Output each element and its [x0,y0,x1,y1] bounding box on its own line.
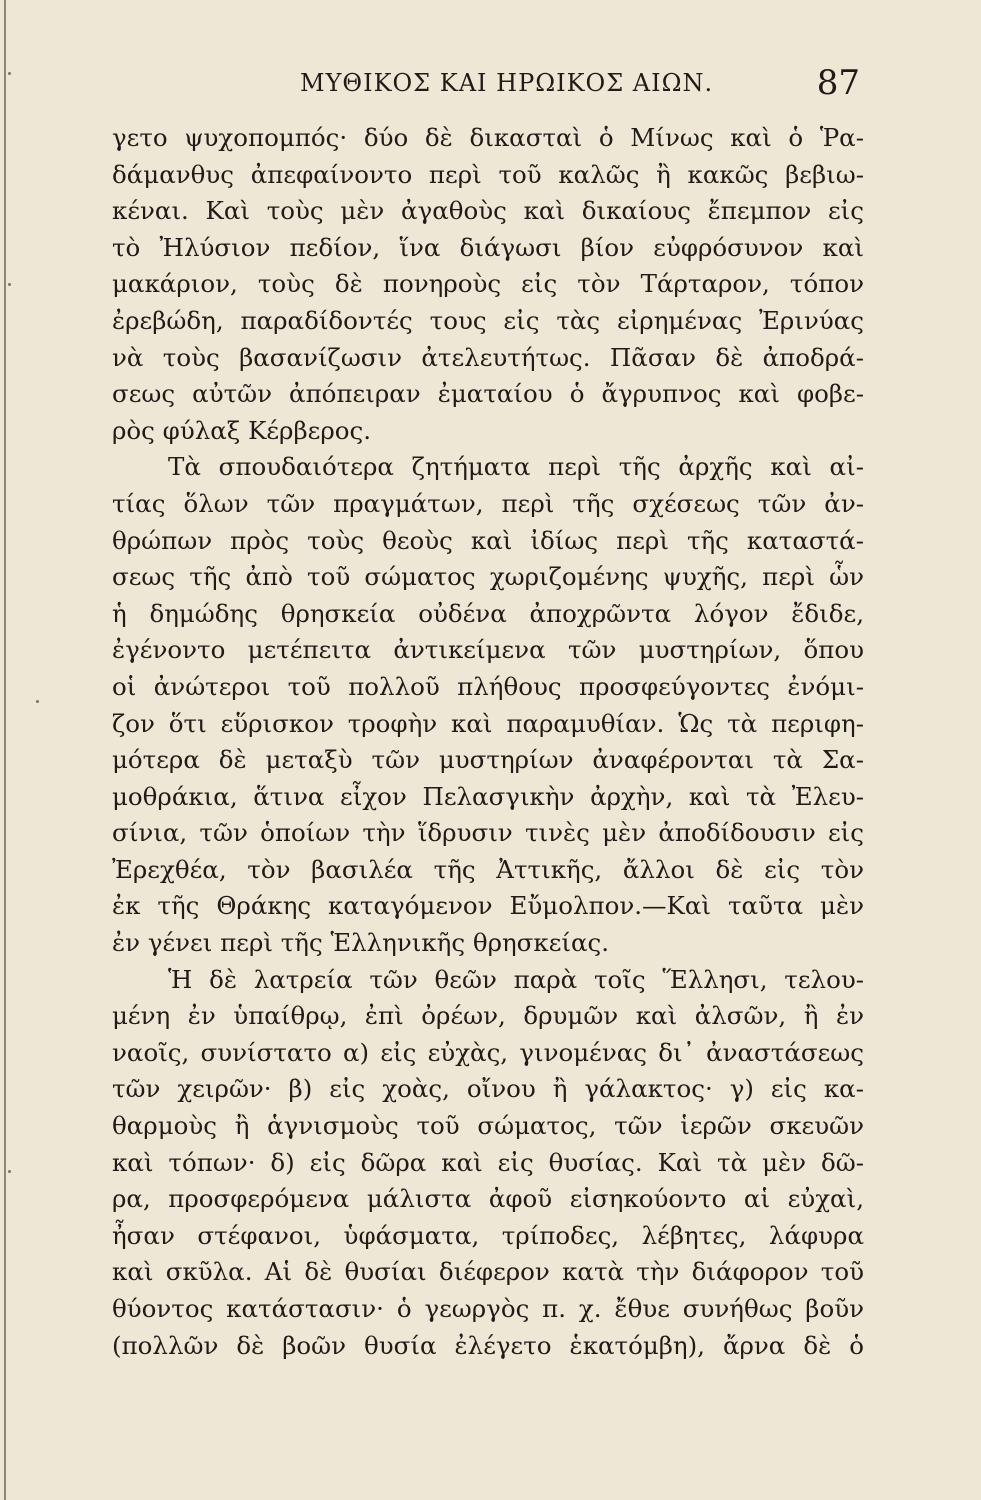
margin-speck [36,700,39,703]
text-line: θύοντος κατάστασιν· ὁ γεωργὸς π. χ. ἔθυε συνήθως βοῦν [112,1294,864,1323]
text-line: κέναι. Καὶ τοὺς μὲν ἀγαθοὺς καὶ δικαίους ἔπεμπον εἰς [112,196,864,226]
margin-speck [8,1170,11,1173]
text-line: ναοῖς, συνίστατο α) εἰς εὐχὰς, γινομένας δι᾽ ἀναστάσεως [112,1037,864,1067]
page-header [300,63,860,103]
text-line: καὶ τόπων· δ) εἰς δῶρα καὶ εἰς θυσίας. Καὶ τὰ μὲν δῶ- [112,1147,864,1177]
text-line: δάμανθυς ἀπεφαίνοντο περὶ τοῦ καλῶς ἢ κακῶς βεβιω- [112,159,864,189]
text-line: σεως τῆς ἀπὸ τοῦ σώματος χωριζομένης ψυχῆς, περὶ ὧν [112,562,864,592]
text-line: γετο ψυχοπομπός· δύο δὲ δικασταὶ ὁ Μίνως καὶ ὁ Ῥα- [112,123,864,152]
paragraph-start-line: Ἡ δὲ λατρεία τῶν θεῶν παρὰ τοῖς Ἕλλησι, τελου- [168,964,864,994]
margin-speck [8,72,11,75]
margin-speck [8,283,11,286]
text-line: ρὸς φύλαξ Κέρβερος. [112,415,371,445]
running-title: ΜΥΘΙΚΟΣ ΚΑΙ ΗΡΩΙΚΟΣ ΑΙΩΝ. [300,69,714,97]
text-line: μότερα δὲ μεταξὺ τῶν μυστηρίων ἀναφέρονται τὰ Σα- [112,745,864,775]
text-line: θαρμοὺς ἢ ἁγνισμοὺς τοῦ σώματος, τῶν ἱερῶν σκευῶν [112,1111,864,1141]
text-line: ἦσαν στέφανοι, ὑφάσματα, τρίποδες, λέβητες, λάφυρα [112,1220,864,1250]
text-line: τῶν χειρῶν· β) εἰς χοὰς, οἴνου ἢ γάλακτος· γ) εἰς κα- [112,1074,864,1104]
text-line: ζον ὅτι εὕρισκον τροφὴν καὶ παραμυθίαν. Ὡς τὰ περιφη- [112,708,864,738]
text-line: (πολλῶν δὲ βοῶν θυσία ἐλέγετο ἑκατόμβη), ἄρνα δὲ ὁ [112,1330,864,1360]
body-text [112,120,864,1364]
text-line: οἱ ἀνώτεροι τοῦ πολλοῦ πλήθους προσφεύγοντες ἐνόμι- [112,671,864,701]
text-line: ἐν γένει περὶ τῆς Ἑλληνικῆς θρησκείας. [112,928,610,958]
text-line: μακάριον, τοὺς δὲ πονηροὺς εἰς τὸν Τάρταρον, τόπον [112,269,864,299]
text-line: τὸ Ἠλύσιον πεδίον, ἵνα διάγωσι βίον εὐφρόσυνον καὶ [112,232,864,262]
page-number: 87 [816,63,860,103]
binding-edge [4,0,6,1500]
text-line: ἐκ τῆς Θράκης καταγόμενον Εὔμολπον.—Καὶ ταῦτα μὲν [112,891,864,921]
text-line: νὰ τοὺς βασανίζωσιν ἀτελευτήτως. Πᾶσαν δὲ ἀποδρά- [112,342,864,372]
text-line: σίνια, τῶν ὁποίων τὴν ἵδρυσιν τινὲς μὲν ἀποδίδουσιν εἰς [112,818,864,848]
text-line: σεως αὐτῶν ἀπόπειραν ἐματαίου ὁ ἄγρυπνος καὶ φοβε- [112,379,864,409]
text-line: ρα, προσφερόμενα μάλιστα ἀφοῦ εἰσηκούοντο αἱ εὐχαὶ, [112,1184,864,1214]
text-line: μοθράκια, ἅτινα εἶχον Πελασγικὴν ἀρχὴν, καὶ τὰ Ἐλευ- [112,781,864,811]
text-line: τίας ὅλων τῶν πραγμάτων, περὶ τῆς σχέσεως τῶν ἀν- [112,488,864,518]
text-line: ἡ δημώδης θρησκεία οὐδένα ἀποχρῶντα λόγον ἔδιδε, [112,598,864,628]
text-line: μένη ἐν ὑπαίθρῳ, ἐπὶ ὀρέων, δρυμῶν καὶ ἀλσῶν, ἢ ἐν [112,1001,864,1031]
text-line: ἐρεβώδη, παραδίδοντές τους εἰς τὰς εἰρημένας Ἐρινύας [112,305,864,335]
text-line: καὶ σκῦλα. Αἱ δὲ θυσίαι διέφερον κατὰ τὴν διάφορον τοῦ [112,1257,864,1287]
text-line: ἐγένοντο μετέπειτα ἀντικείμενα τῶν μυστηρίων, ὅπου [112,635,864,665]
paragraph-start-line: Τὰ σπουδαιότερα ζητήματα περὶ τῆς ἀρχῆς καὶ αἰ- [168,452,864,482]
text-line: θρώπων πρὸς τοὺς θεοὺς καὶ ἰδίως περὶ τῆς καταστά- [112,525,864,555]
text-line: Ἐρεχθέα, τὸν βασιλέα τῆς Ἀττικῆς, ἄλλοι δὲ εἰς τὸν [112,854,864,884]
